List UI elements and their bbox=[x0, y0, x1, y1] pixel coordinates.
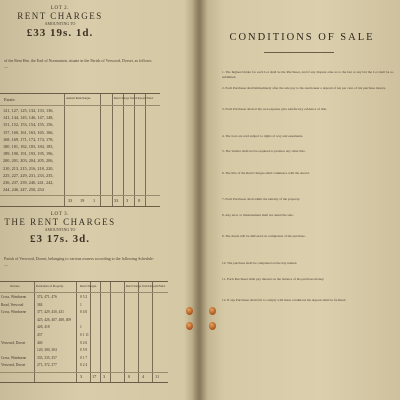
lot-3-total-shillings: 17 bbox=[92, 374, 97, 379]
row-owner: Verwood, Dorset bbox=[1, 340, 26, 345]
condition-paragraph: 8. Any error or misstatement shall not annul the sale. bbox=[222, 213, 294, 217]
table-row: 180, 181, 182, 183, 184, 185, bbox=[3, 144, 54, 149]
row-charge: 1 bbox=[80, 325, 82, 330]
row-charge: 0 2 6 bbox=[80, 340, 88, 345]
lot-2-header-estate: Estate. bbox=[4, 97, 16, 102]
condition-paragraph: 7. Each Purchaser shall admit the identity of the property. bbox=[222, 197, 301, 202]
table-row: 189, 190, 191, 193, 195, 196, bbox=[3, 151, 54, 157]
lot-3-total-pounds: 3 bbox=[80, 374, 83, 379]
lot-3-table bbox=[0, 281, 168, 383]
lot-3-deposit-pounds: 0 bbox=[128, 374, 131, 379]
lot-2-total-pounds: 33 bbox=[68, 198, 73, 203]
row-particulars: 437 bbox=[37, 333, 43, 337]
table-row: 121, 127, 125, 132, 133, 136, bbox=[3, 108, 54, 113]
table-row: 236, 237, 239, 240, 241, 242, bbox=[3, 180, 54, 185]
lot-2-deposit-pounds: 33 bbox=[114, 198, 119, 203]
table-row: 168, 169, 171, 172, 174, 178, bbox=[3, 136, 54, 142]
table-row: 157, 160, 161, 163, 165, 166, bbox=[3, 129, 54, 135]
row-particulars: 377, 429, 430, 431 bbox=[37, 310, 64, 315]
lot-3-header-rentcharges: Rent Charges. bbox=[80, 284, 97, 288]
row-particulars: 384 bbox=[37, 302, 43, 307]
condition-paragraph: 5. The Vendor shall not be required to produce any other title. bbox=[222, 149, 306, 154]
lot-2-total-shillings: 19 bbox=[80, 198, 85, 203]
lot-3-label: LOT 3. bbox=[50, 212, 70, 217]
condition-paragraph: 2. Each Purchaser shall immediately after the sale pay to the Auctioneer a deposit of ten per cent. of his purchase money. bbox=[222, 85, 386, 90]
left-page bbox=[0, 0, 196, 400]
binding-staple-icon bbox=[186, 322, 193, 330]
condition-paragraph: 11. Each Purchaser shall pay interest on the balance of his purchase money. bbox=[222, 276, 325, 281]
row-charge: 0 2 4 bbox=[80, 363, 88, 368]
lot-3-total-pence: 3 bbox=[103, 374, 106, 379]
lot-3-heading: THE RENT CHARGES bbox=[4, 217, 116, 227]
condition-paragraph: 3. Each Purchaser shall at his own expense give satisfactory evidence of title. bbox=[222, 107, 327, 111]
condition-paragraph: 1. The highest bidder for each Lot shall be the Purchaser, and if any dispute arise as to the last or any bid the Lot shall be re-submitted. bbox=[222, 70, 394, 80]
lot-3-deposit-pence: 11 bbox=[155, 374, 160, 379]
row-particulars: 440 bbox=[37, 340, 43, 345]
row-owner: Cross, Wimborne bbox=[1, 295, 27, 299]
right-page bbox=[204, 0, 400, 400]
row-owner: Cross, Wimborne bbox=[1, 355, 27, 360]
table-row: 210, 213, 215, 216, 218, 220, bbox=[3, 165, 54, 171]
row-charge: 0 4 0 bbox=[80, 310, 88, 315]
lot-3-header-owners: Owners. bbox=[10, 284, 21, 288]
lot-2-header-deposit: Rent Charge from Deposit Fund. bbox=[114, 96, 154, 100]
condition-paragraph: 10. The purchase shall be completed on the day named. bbox=[222, 260, 298, 265]
row-particulars: 120, 300, 304 bbox=[37, 348, 57, 353]
table-row: 244, 246, 247, 250, 254 bbox=[3, 187, 44, 193]
row-owner: Road, Verwood bbox=[1, 302, 24, 307]
condition-paragraph: 9. The deeds will be delivered on completion of the purchase. bbox=[222, 234, 306, 239]
lot-3-deposit-shillings: 4 bbox=[142, 374, 145, 379]
table-row: 225, 227, 229, 231, 233, 235, bbox=[3, 172, 54, 178]
row-charge: 1 bbox=[80, 302, 82, 307]
lot-3-header-particulars: Particulars of Property. bbox=[36, 284, 64, 288]
table-row: 141, 144, 145, 146, 147, 148, bbox=[3, 115, 54, 121]
lot-3-header-deposit: Rent Charge from Deposit Fund. bbox=[126, 284, 166, 288]
lot-2-header-rentcharges: Annual Rentcharges. bbox=[66, 96, 92, 100]
condition-paragraph: 6. The title of the Rent Charges shall commence with the Award. bbox=[222, 170, 310, 175]
condition-paragraph: 4. The Lots are sold subject to rights of way and easements. bbox=[222, 133, 304, 138]
table-row: 151, 152, 153, 154, 155, 156, bbox=[3, 122, 54, 128]
binding-staple-icon bbox=[186, 307, 193, 315]
row-charge: 0 1 7 bbox=[80, 355, 88, 360]
lot-2-total-pence: 1 bbox=[93, 198, 96, 203]
row-particulars: 425, 426, 407, 408, 409 bbox=[37, 317, 72, 322]
lot-3-subheading: AMOUNTING TO bbox=[44, 227, 76, 232]
row-particulars: 335, 335, 357 bbox=[37, 355, 57, 360]
lot-2-deposit-shillings: 3 bbox=[126, 198, 129, 203]
lot-3-description: Parish of Verwood, Dorset, belonging to various owners according to the following Schedule:— bbox=[4, 256, 154, 267]
lot-2-amount: £33 19s. 1d. bbox=[26, 27, 94, 39]
row-owner: Cross, Wimborne bbox=[1, 310, 27, 315]
title-rule bbox=[264, 52, 334, 53]
conditions-title: CONDITIONS OF SALE bbox=[229, 32, 375, 43]
table-row: 200, 201, 203, 204, 205, 206, bbox=[3, 158, 54, 164]
lot-2-subheading: AMOUNTING TO bbox=[44, 21, 76, 26]
row-owner: Verwood, Dorset bbox=[1, 363, 26, 368]
lot-2-table bbox=[0, 93, 160, 207]
row-particulars: 428, 418 bbox=[37, 325, 50, 330]
lot-2-label: LOT 2. bbox=[50, 6, 70, 11]
lot-2-deposit-pence: 8 bbox=[138, 198, 141, 203]
row-charge: 0 5 2 bbox=[80, 295, 88, 299]
row-particulars: 374, 471, 476 bbox=[37, 295, 57, 299]
lot-3-amount: £3 17s. 3d. bbox=[30, 233, 90, 245]
row-charge: 0 5 9 bbox=[80, 348, 88, 353]
lot-2-heading: RENT CHARGES bbox=[17, 11, 103, 21]
row-particulars: 271, 372, 377 bbox=[37, 363, 57, 368]
condition-paragraph: 12. If any Purchaser shall fail to comply with these conditions his deposit shall be forfeited. bbox=[222, 297, 347, 302]
row-charge: 0 1 11 bbox=[80, 333, 89, 337]
lot-2-description: of the Rent Hm. the Earl of Normanton, situate in the Parish of Verwood, Dorset, as follows:— bbox=[4, 58, 153, 69]
